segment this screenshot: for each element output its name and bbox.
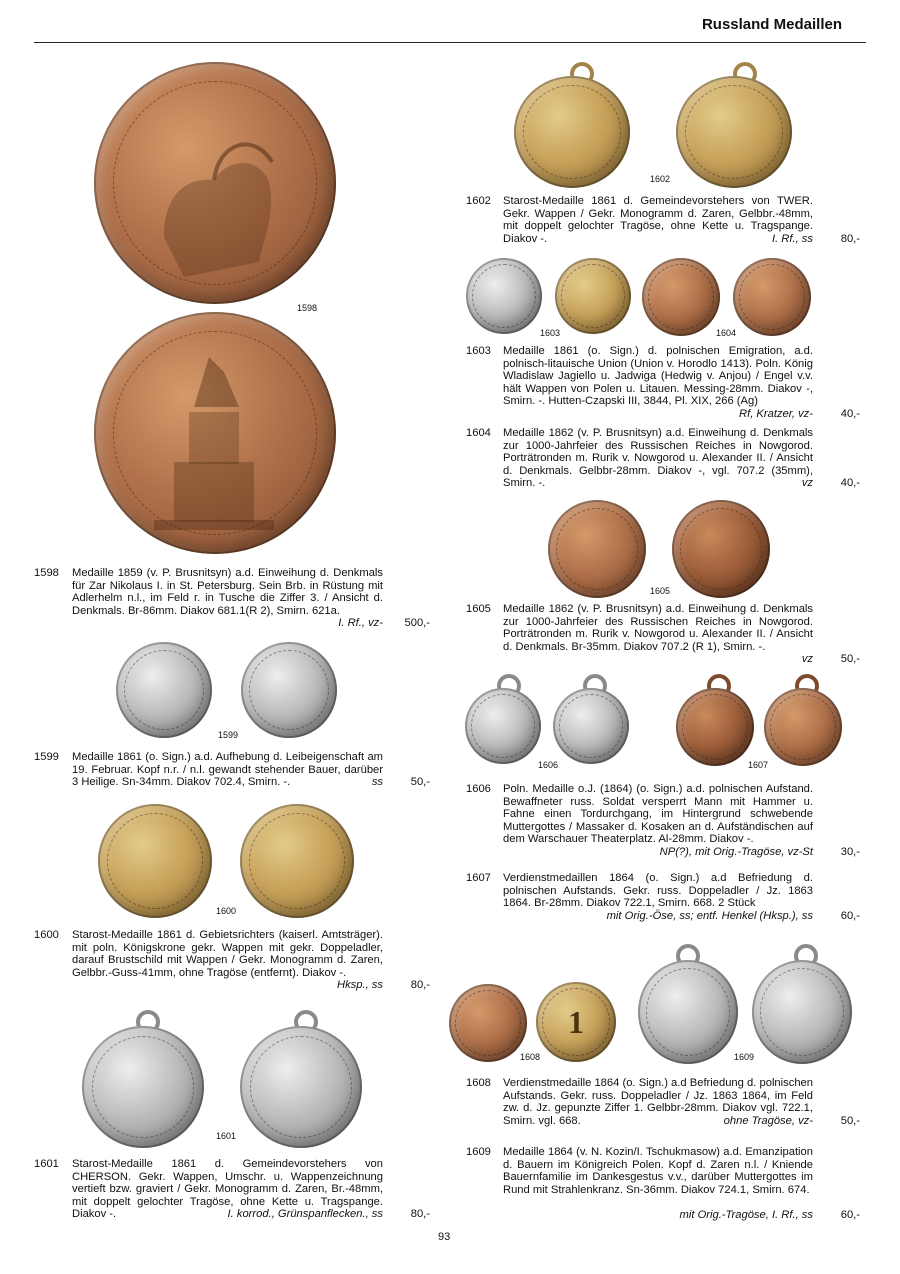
lot-entry-1607 [466, 872, 860, 924]
lot-description: Verdienstmedaille 1864 (o. Sign.) a.d Befriedung d. polnischen Aufstands. Gekr. russ. Doppeladler / Jz. 1863 1864, im Feld zw. d. Jz. gepunzte Ziffer 1. Gelbbr-28mm. Diakov vgl. 722.1, Smirn. vgl. 668. [503, 1077, 813, 1127]
medal-1607-obverse [676, 688, 754, 766]
medal-1604-obverse [642, 258, 720, 336]
lot-description: Poln. Medaille o.J. (1864) (o. Sign.) a.d. polnischen Aufstand. Bewaffneter russ. Soldat versperrt Mann mit Hammer u. Fahne einen Tordurchgang, im Hintergrund schwebende Muttergottes / Massaker d. Kosaken an d. Aufständischen auf dem Warschauer Theaterplatz. Al-28mm. Diakov -. [503, 783, 813, 846]
figure-number: 1602 [650, 174, 671, 184]
medal-1609-reverse [752, 960, 852, 1064]
lot-grade: ohne Tragöse, vz- [723, 1115, 813, 1127]
medal-1605-reverse [672, 500, 770, 598]
lot-description: Starost-Medaille 1861 d. Gemeindevorstehers von CHERSON. Gekr. Wappen, Umschr. u. Wappenzeichnung vertieft bzw. graviert / Gekr. Monogramm d. Zaren, Br.-48mm, mit doppelt gelochter Tragöse, ohne Kette u. Tragspange. Diakov -. [72, 1158, 383, 1221]
lot-grade: Rf, Kratzer, vz- [739, 408, 813, 420]
medal-1605-obverse [548, 500, 646, 598]
medal-1598-reverse [94, 312, 336, 554]
figure-number: 1600 [216, 906, 237, 916]
figure-number: 1604 [716, 328, 737, 338]
lot-description: Starost-Medaille 1861 d. Gemeindevorstehers von TWER. Gekr. Wappen / Gekr. Monogramm d. Zaren, Gelbbr.-48mm, mit doppelt gelochter Tragöse, ohne Kette u. Tragspange. Diakov -. [503, 195, 813, 245]
lot-number: 1599 [34, 751, 59, 763]
figure-number: 1601 [216, 1131, 237, 1141]
medal-1606-obverse [465, 688, 541, 764]
lot-grade: mit Orig.-Öse, ss; entf. Henkel (Hksp.), ss [606, 910, 813, 922]
medal-1603-obverse [466, 258, 542, 334]
lot-price: 50,- [840, 1115, 860, 1127]
lot-entry-1604 [466, 427, 860, 493]
lot-description: Medaille 1861 (o. Sign.) d. polnischen Emigration, a.d. polnisch-litauische Union (Union v. Horodlo 1413). Poln. König Wladislaw Jagiello u. Jadwiga (Hedwig v. Anjou) / Engel v.v. hält Wappen von Polen u. Litauen. Messing-28mm. Diakov -, Smirn. -. Hutten-Czapski III, 3844, Pl. XIX, 266 (Ag) [503, 345, 813, 408]
medal-1601-obverse [82, 1026, 204, 1148]
figure-number: 1605 [650, 586, 671, 596]
lot-grade: mit Orig.-Tragöse, I. Rf., ss [679, 1209, 813, 1221]
header-divider [34, 42, 866, 43]
lot-price: 30,- [840, 846, 860, 858]
lot-price: 80,- [840, 233, 860, 245]
lot-description: Medaille 1862 (v. P. Brusnitsyn) a.d. Einweihung d. Denkmals zur 1000-Jahrfeier des Russischen Reiches in Nowgorod. Porträtronden m. Rurik v. Nowgorod u. Alexander II. / Ansicht d. Denkmals. Br-35mm. Diakov 707.2 (R 1), Smirn. -. [503, 603, 813, 653]
lot-entry-1608 [466, 1077, 860, 1129]
lot-description: Medaille 1859 (v. P. Brusnitsyn) a.d. Einweihung d. Denkmals für Zar Nikolaus I. in St. Petersburg. Sein Brb. in Rüstung mit Adlerhelm n.l., im Feld r. in Tusche die Ziffer 3. / Ansicht d. Denkmals. Br-86mm. Diakov 681.1(R 2), Smirn. 621a. [72, 567, 383, 617]
medal-1607-reverse [764, 688, 842, 766]
figure-number: 1609 [734, 1052, 755, 1062]
figure-number: 1598 [297, 303, 318, 313]
figure-number: 1603 [540, 328, 561, 338]
lot-number: 1607 [466, 872, 491, 884]
medal-1608-reverse [536, 982, 616, 1062]
lot-number: 1608 [466, 1077, 491, 1089]
page-header-title: Russland Medaillen [701, 16, 842, 33]
lot-grade: NP(?), mit Orig.-Tragöse, vz-St [659, 846, 813, 858]
lot-price: 50,- [410, 776, 430, 788]
medal-1609-obverse [638, 960, 738, 1064]
lot-number: 1601 [34, 1158, 59, 1170]
lot-price: 40,- [840, 477, 860, 489]
lot-number: 1609 [466, 1146, 491, 1158]
medal-1602-obverse [514, 76, 630, 188]
lot-number: 1605 [466, 603, 491, 615]
medal-1600-obverse [98, 804, 212, 918]
lot-grade: vz [801, 653, 813, 665]
lot-grade: vz [801, 477, 813, 489]
lot-price: 80,- [410, 1208, 430, 1220]
lot-grade: Hksp., ss [336, 979, 383, 991]
figure-number: 1599 [218, 730, 239, 740]
lot-entry-1600 [34, 929, 430, 995]
lot-description: Starost-Medaille 1861 d. Gebietsrichters (kaiserl. Amtsträger). mit poln. Königskrone gekr. Wappen mit gekr. Doppeladler, darauf Brustschild mit Wappen / Gekr. Monogramm d. Zaren, Gelbbr.-Guss-41mm, ohne Tragöse (entfernt). Diakov -. [72, 929, 383, 979]
lot-number: 1600 [34, 929, 59, 941]
lot-number: 1606 [466, 783, 491, 795]
lot-entry-1598 [34, 567, 430, 633]
medal-1604-reverse [733, 258, 811, 336]
lot-entry-1605 [466, 603, 860, 669]
figure-number: 1607 [748, 760, 769, 770]
lot-description: Medaille 1862 (v. P. Brusnitsyn) a.d. Einweihung d. Denkmals zur 1000-Jahrfeier des Russischen Reiches in Nowgorod. Porträtronden m. Rurik v. Nowgorod u. Alexander II. / Ansicht d. Denkmals. Gelbbr-28mm. Diakov -, vgl. 707.2 (35mm), Smirn. -. [503, 427, 813, 490]
lot-entry-1602 [466, 195, 860, 247]
lot-price: 80,- [410, 979, 430, 991]
lot-number: 1603 [466, 345, 491, 357]
lot-number: 1602 [466, 195, 491, 207]
monument-relief [94, 312, 336, 554]
medal-1603-reverse [555, 258, 631, 334]
lot-number: 1598 [34, 567, 59, 579]
portrait-relief [94, 62, 336, 304]
lot-grade: I. Rf., ss [771, 233, 813, 245]
lot-entry-1603 [466, 345, 860, 423]
figure-number: 1608 [520, 1052, 541, 1062]
lot-entry-1599 [34, 751, 430, 791]
punched-numeral: 1 [568, 1004, 584, 1040]
lot-price: 60,- [840, 1209, 860, 1221]
medal-1598-obverse [94, 62, 336, 304]
lot-grade: I. Rf., vz- [338, 617, 383, 629]
lot-entry-1606 [466, 783, 860, 861]
medal-1606-reverse [553, 688, 629, 764]
lot-description: Verdienstmedaillen 1864 (o. Sign.) a.d Befriedung d. polnischen Aufstands. Gekr. russ. Doppeladler / Jz. 1863 1864. Br-28mm. Diakov 722.1, Smirn. 668. 2 Stück [503, 872, 813, 910]
medal-1599-reverse [241, 642, 337, 738]
lot-entry-1609 [466, 1146, 860, 1224]
lot-entry-1601 [34, 1158, 430, 1224]
medal-1600-reverse [240, 804, 354, 918]
lot-grade: I. korrod., Grünspanflecken., ss [227, 1208, 383, 1220]
lot-price: 50,- [840, 653, 860, 665]
medal-1602-reverse [676, 76, 792, 188]
lot-price: 40,- [840, 408, 860, 420]
lot-price: 60,- [840, 910, 860, 922]
page-number: 93 [438, 1231, 451, 1243]
medal-1601-reverse [240, 1026, 362, 1148]
medal-1608-obverse [449, 984, 527, 1062]
lot-price: 500,- [404, 617, 430, 629]
lot-description: Medaille 1864 (v. N. Kozin/I. Tschukmasow) a.d. Emanzipation d. Bauern im Königreich Polen. Kopf d. Zaren n.l. / Kniende Bauernfamilie im Dankesgestus v.v., darüber Muttergottes im Rund mit Strahlenkranz. Sn-36mm. Diakov 724.1, Smirn. 674. [503, 1146, 813, 1196]
figure-number: 1606 [538, 760, 559, 770]
lot-grade: ss [371, 776, 383, 788]
medal-1599-obverse [116, 642, 212, 738]
lot-description: Medaille 1861 (o. Sign.) a.d. Aufhebung d. Leibeigenschaft am 19. Februar. Kopf n.r. / n.l. gewandt stehender Bauer, darüber 3 Heilige. Sn-34mm. Diakov 702.4, Smirn. -. [72, 751, 383, 789]
lot-number: 1604 [466, 427, 491, 439]
